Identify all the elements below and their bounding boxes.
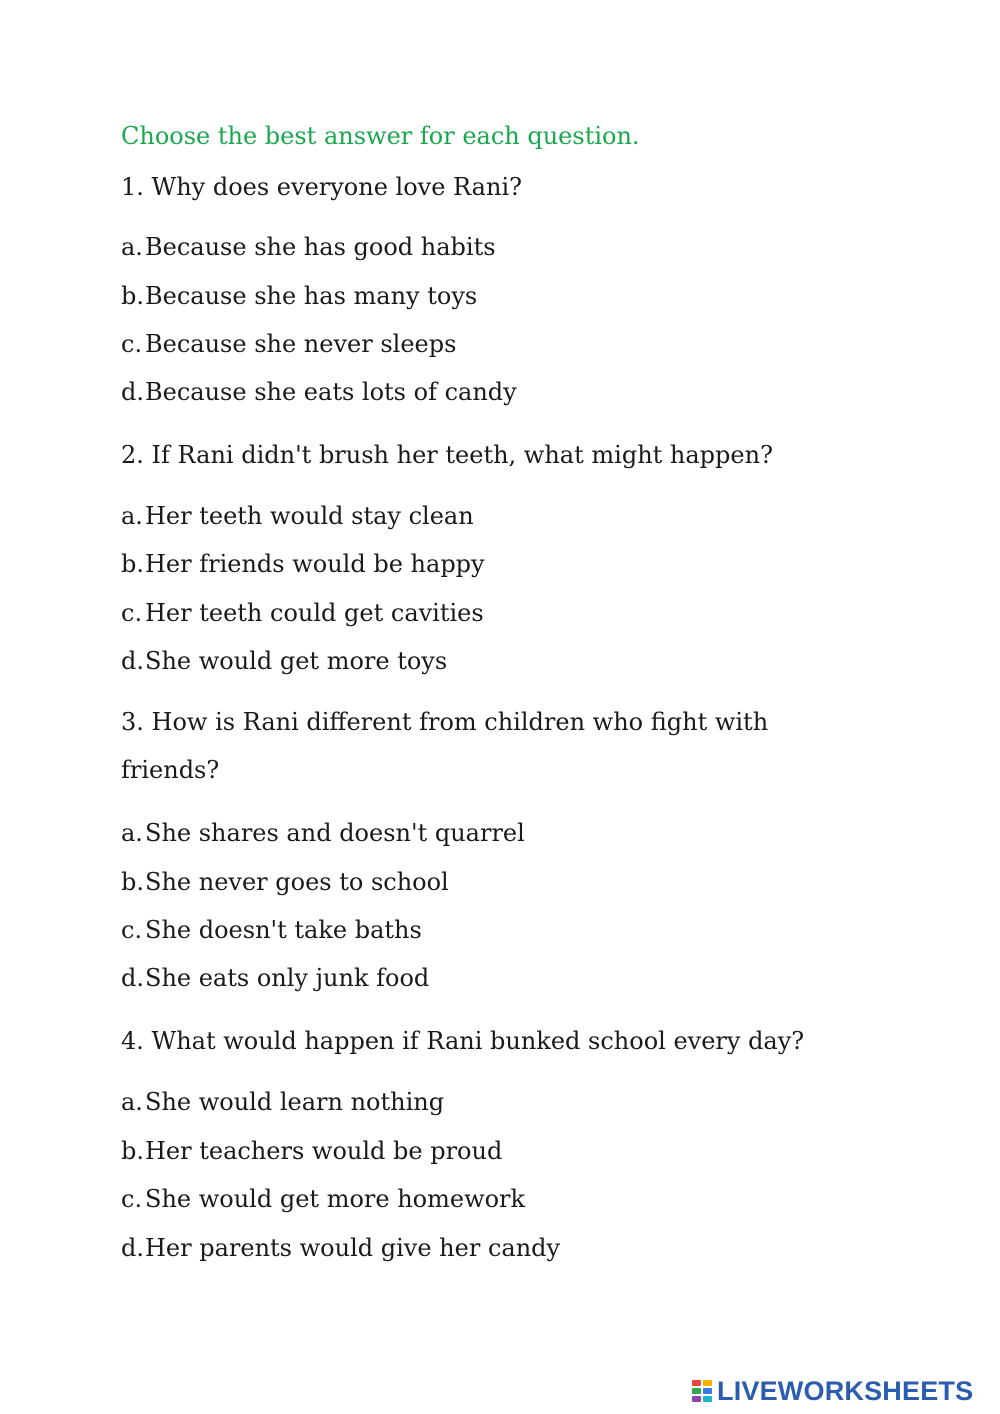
option-text: She shares and doesn't quarrel [145,819,525,847]
option-text: Because she never sleeps [145,330,457,358]
option-letter: c. [121,330,143,358]
option-text: Her teeth would stay clean [145,502,474,530]
option-letter: d. [121,378,144,406]
option-letter: d. [121,647,144,675]
option-letter: a. [121,1088,143,1116]
option-text: Because she eats lots of candy [145,378,517,406]
question-4-option-b[interactable] [121,1136,502,1166]
option-text: She would learn nothing [145,1088,445,1116]
option-letter: b. [121,1137,144,1165]
option-letter: c. [121,916,143,944]
question-3-text: 3. How is Rani different from children who fight with friends? [121,708,769,784]
option-letter: c. [121,1185,143,1213]
question-2-option-b[interactable] [121,549,485,579]
option-text: Her friends would be happy [145,550,485,578]
question-1-option-c[interactable] [121,329,456,359]
option-text: She never goes to school [145,868,449,896]
question-1-option-a[interactable] [121,232,496,262]
question-1-option-d[interactable] [121,377,517,407]
question-2-option-c[interactable] [121,598,484,628]
option-letter: a. [121,233,143,261]
question-4-option-d[interactable] [121,1233,560,1263]
question-1-text: 1. Why does everyone love Rani? [121,173,522,201]
question-4-option-a[interactable] [121,1087,444,1117]
option-letter: d. [121,964,144,992]
question-2-option-d[interactable] [121,646,447,676]
option-text: She would get more toys [145,647,448,675]
brand-name: LIVEWORKSHEETS [717,1375,974,1406]
option-text: Because she has good habits [145,233,496,261]
option-letter: b. [121,282,144,310]
option-text: Her teachers would be proud [145,1137,503,1165]
question-1-option-b[interactable] [121,281,477,311]
option-letter: d. [121,1234,144,1262]
option-letter: a. [121,819,143,847]
question-4-text: 4. What would happen if Rani bunked school every day? [121,1027,805,1055]
liveworksheets-brand[interactable] [692,1374,973,1408]
option-text: Her teeth could get cavities [145,599,484,627]
option-letter: a. [121,502,143,530]
option-letter: c. [121,599,143,627]
question-3-option-c[interactable] [121,915,422,945]
question-2-option-a[interactable] [121,501,474,531]
option-text: Her parents would give her candy [145,1234,561,1262]
option-letter: b. [121,868,144,896]
option-text: Because she has many toys [145,282,478,310]
question-3-option-d[interactable] [121,963,429,993]
question-2-text: 2. If Rani didn't brush her teeth, what might happen? [121,441,773,469]
question-4-option-c[interactable] [121,1184,525,1214]
option-text: She doesn't take baths [145,916,422,944]
instruction-heading: Choose the best answer for each question. [121,122,640,150]
liveworksheets-logo-icon [692,1378,714,1404]
option-text: She eats only junk food [145,964,430,992]
question-3-option-a[interactable] [121,818,525,848]
option-letter: b. [121,550,144,578]
option-text: She would get more homework [145,1185,526,1213]
question-3-option-b[interactable] [121,867,449,897]
